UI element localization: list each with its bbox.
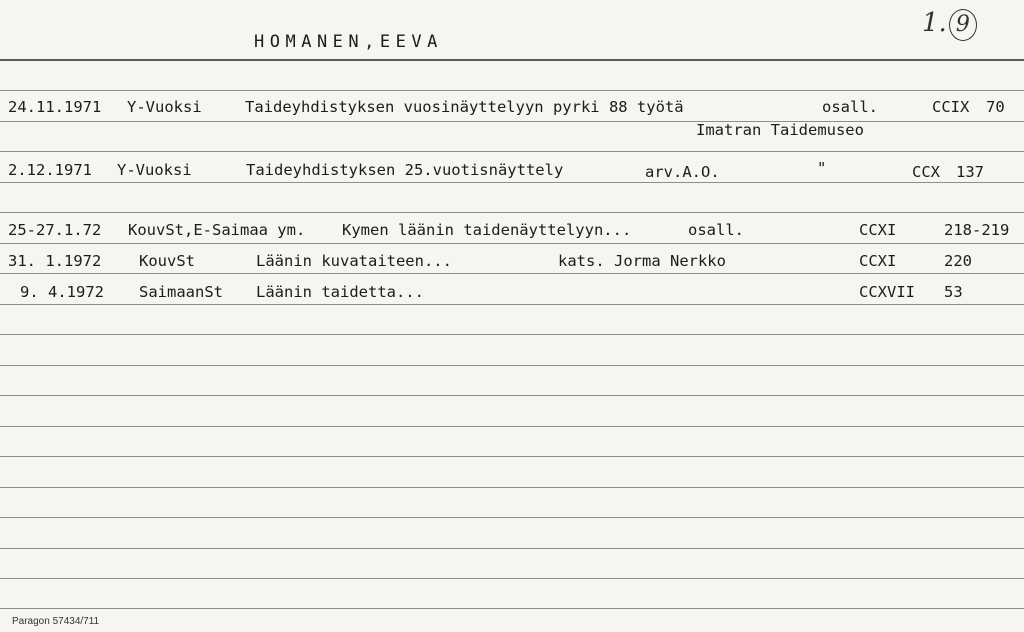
handwritten-card-number [922,8,977,41]
entry-page: 218-219 [944,221,1010,239]
entry-ditto-mark: " [817,159,827,177]
card-title-name: HOMANEN,EEVA [254,32,443,52]
entry-description: Taideyhdistyksen 25.vuotisnäyttely [246,161,564,179]
ruled-line [0,273,1024,274]
ruled-line [0,517,1024,518]
ruled-line [0,426,1024,427]
header-rule [0,59,1024,61]
entry-date: 24.11.1971 [8,98,102,116]
ruled-line [0,365,1024,366]
ruled-line [0,243,1024,244]
entry-date: 9. 4.1972 [20,283,104,301]
entry-note: osall. [822,98,878,116]
ruled-line [0,608,1024,609]
entry-page: 220 [944,252,972,270]
ruled-line [0,487,1024,488]
ruled-line [0,212,1024,213]
ruled-line [0,548,1024,549]
entry-date: 2.12.1971 [8,161,92,179]
entry-page: 53 [944,283,963,301]
entry-description: Läänin taidetta... [256,283,424,301]
entry-date: 31. 1.1972 [8,252,102,270]
entry-note: arv.A.O. [645,163,720,181]
entry-volume: CCX [912,163,940,181]
entry-source: Y-Vuoksi [127,98,202,116]
print-code: Paragon 57434/711 [12,616,100,627]
ruled-line [0,90,1024,91]
ruled-line [0,395,1024,396]
entry-page: 137 [956,163,984,181]
handwritten-prefix: 1. [922,8,947,38]
entry-note: kats. Jorma Nerkko [558,252,726,270]
entry-volume: CCXI [859,221,897,239]
entry-page: 70 [986,98,1005,116]
entry-volume: CCXVII [859,283,915,301]
entry-description: Kymen läänin taidenäyttelyyn... [342,221,632,239]
entry-note: osall. [688,221,744,239]
entry-source: KouvSt [139,252,195,270]
entry-volume: CCIX [932,98,970,116]
ruled-line [0,182,1024,183]
entry-source: SaimaanSt [139,283,223,301]
entry-description: Taideyhdistyksen vuosinäyttelyyn pyrki 88 työtä [245,98,684,116]
entry-description: Läänin kuvataiteen... [256,252,452,270]
ruled-line [0,578,1024,579]
ruled-line [0,121,1024,122]
entry-volume: CCXI [859,252,897,270]
ruled-line [0,151,1024,152]
ruled-line [0,334,1024,335]
entry-source: Y-Vuoksi [117,161,192,179]
ruled-line [0,304,1024,305]
ruled-line [0,456,1024,457]
entry-continuation: Imatran Taidemuseo [696,121,864,139]
entry-source: KouvSt,E-Saimaa ym. [128,221,306,239]
entry-date: 25-27.1.72 [8,221,102,239]
circled-number: 9 [949,9,977,41]
